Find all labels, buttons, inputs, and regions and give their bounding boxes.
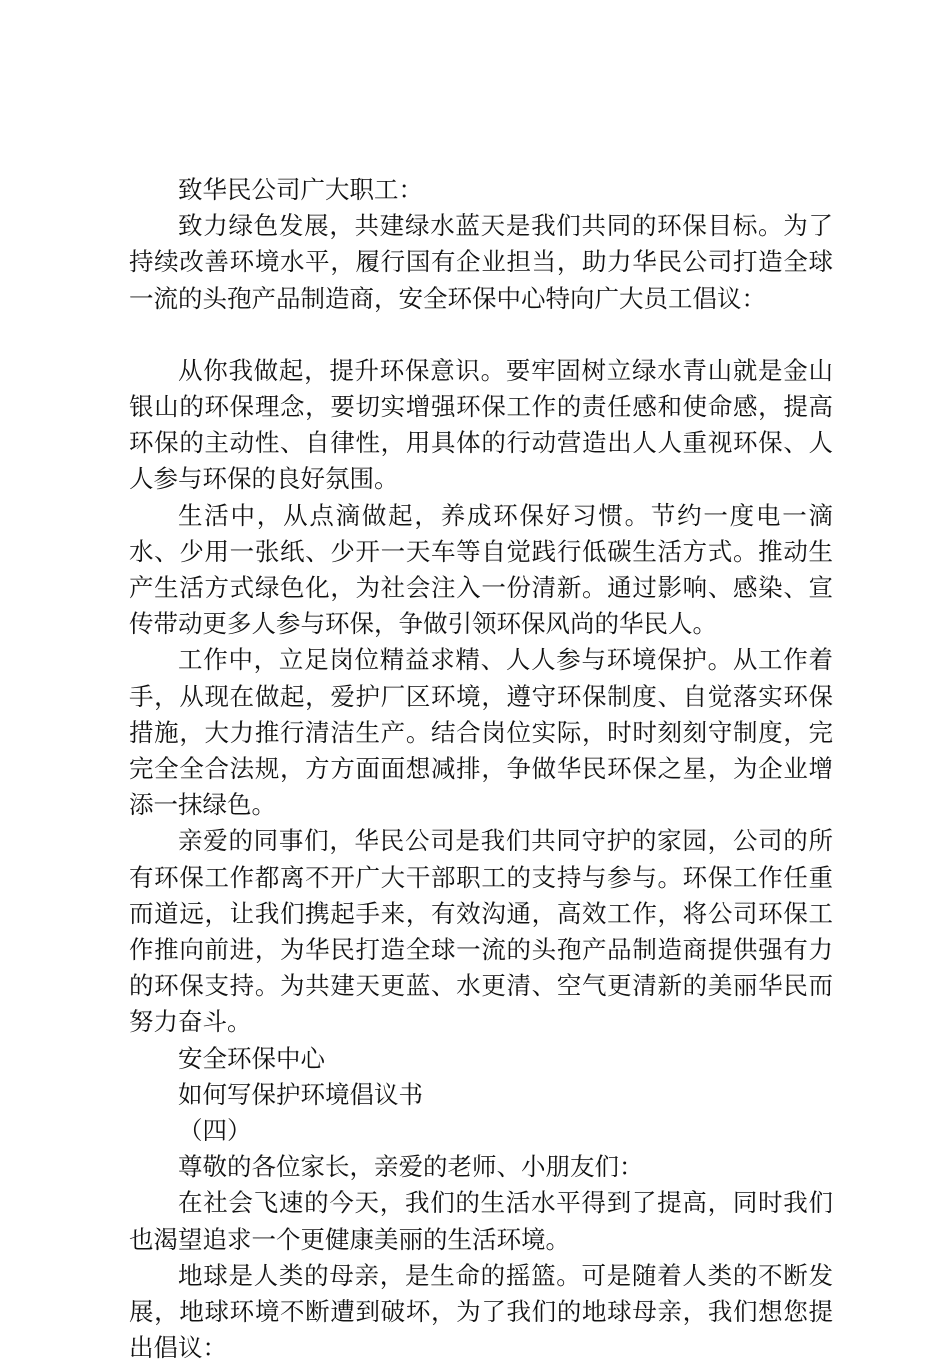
document-body [129, 172, 833, 1367]
paragraph-awareness: 从你我做起，提升环保意识。要牢固树立绿水青山就是金山银山的环保理念，要切实增强环保工作的责任感和使命感，提高环保的主动性、自律性，用具体的行动营造出人人重视环保、人人参与环保的良好氛围。 [129, 355, 833, 494]
signature: 安全环保中心 [178, 1043, 325, 1073]
paragraph-earth: 地球是人类的母亲，是生命的摇篮。可是随着人类的不断发展，地球环境不断遭到破坏，为了我们的地球母亲，我们想您提出倡议： [129, 1260, 833, 1363]
section-title: 如何写保护环境倡议书 [178, 1079, 423, 1109]
paragraph-society: 在社会飞速的今天，我们的生活水平得到了提高，同时我们也渴望追求一个更健康美丽的生活环境。 [129, 1188, 833, 1254]
paragraph-work: 工作中，立足岗位精益求精、人人参与环境保护。从工作着手，从现在做起，爱护厂区环境，遵守环保制度、自觉落实环保措施，大力推行清洁生产。结合岗位实际，时时刻刻守制度，完完全全合法规，方方面面想减排，争做华民环保之星，为企业增添一抹绿色。 [129, 645, 833, 820]
salutation-second: 尊敬的各位家长，亲爱的老师、小朋友们： [178, 1152, 644, 1182]
section-number: （四） [178, 1116, 252, 1146]
salutation: 致华民公司广大职工： [178, 175, 423, 204]
paragraph-colleagues: 亲爱的同事们，华民公司是我们共同守护的家园，公司的所有环保工作都离不开广大干部职工的支持与参与。环保工作任重而道远，让我们携起手来，有效沟通，高效工作，将公司环保工作推向前进，为华民打造全球一流的头孢产品制造商提供强有力的环保支持。为共建天更蓝、水更清、空气更清新的美丽华民而努力奋斗。 [129, 826, 833, 1037]
paragraph-intro: 致力绿色发展，共建绿水蓝天是我们共同的环保目标。为了持续改善环境水平，履行国有企业担当，助力华民公司打造全球一流的头孢产品制造商，安全环保中心特向广大员工倡议： [129, 211, 833, 313]
paragraph-life: 生活中，从点滴做起，养成环保好习惯。节约一度电一滴水、少用一张纸、少开一天车等自觉践行低碳生活方式。推动生产生活方式绿色化，为社会注入一份清新。通过影响、感染、宣传带动更多人参与环保，争做引领环保风尚的华民人。 [129, 500, 833, 639]
